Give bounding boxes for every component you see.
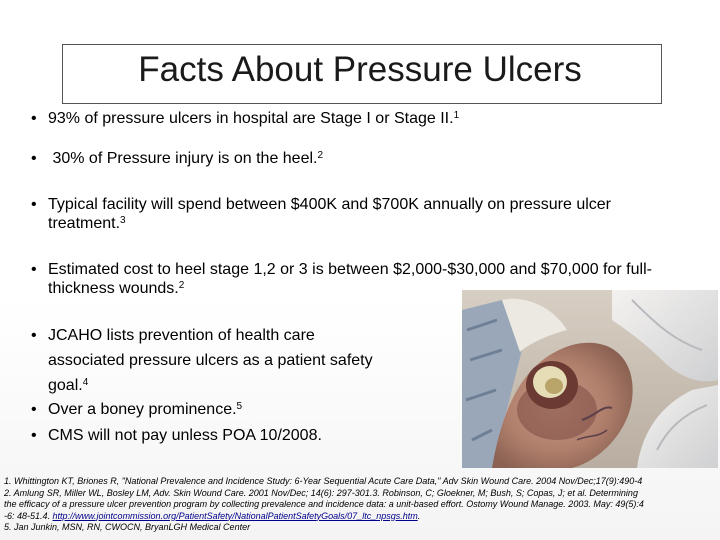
bullet-text: CMS will not pay unless POA 10/2008.: [48, 427, 322, 444]
reference-line: [4, 511, 720, 523]
bullet-text: JCAHO lists prevention of health care associated pressure ulcers as a patient safety goal.: [48, 327, 373, 394]
bullet-text: 93% of pressure ulcers in hospital are Stage I or Stage II.: [48, 110, 454, 127]
slide-title: Facts About Pressure Ulcers: [138, 50, 582, 89]
reference-line: 1. Whittington KT, Briones R, "National Prevalence and Incidence Study: 6-Year Sequential Acute Care Data," Adv Skin Wound Care. 2004 Nov/Dec;17(9):490-4: [4, 476, 643, 486]
bullet-text: Typical facility will spend between $400K and $700K annually on pressure ulcer treatment.: [48, 196, 612, 232]
reference-suffix: .: [417, 510, 421, 521]
bullet-marker: •: [31, 261, 37, 278]
bullet-marker: •: [31, 196, 37, 213]
reference-line: 5. Jan Junkin, MSN, RN, CWOCN, BryanLGH Medical Center: [4, 522, 251, 532]
bullet-item: [31, 426, 381, 445]
citation-superscript: 5: [236, 401, 243, 412]
bullet-item: [31, 400, 381, 419]
bullet-marker: •: [31, 427, 37, 444]
citation-superscript: 1: [453, 110, 460, 121]
bullet-marker: •: [31, 110, 37, 127]
reference-prefix: -6: 48-51.4.: [4, 510, 53, 521]
bullet-text: Estimated cost to heel stage 1,2 or 3 is between $2,000-$30,000 and $70,000 for full-thickness wounds.: [48, 261, 652, 297]
jointcommission-link[interactable]: http://www.jointcommission.org/PatientSafety/NationalPatientSafetyGoals/07_ltc_npsgs.htm: [52, 510, 418, 521]
citation-superscript: 3: [120, 215, 126, 226]
references-block: [4, 476, 720, 534]
citation-superscript: 4: [82, 377, 89, 388]
reference-line: 2. Amlung SR, Miller WL, Bosley LM, Adv. Skin Wound Care. 2001 Nov/Dec; 14(6): 297-301.3. Robinson, C; Gloekner, M; Bush, S; Copas, J; et al. Determining: [4, 487, 638, 498]
heel-wound-photo: [462, 290, 718, 468]
bullet-item: [31, 195, 691, 233]
reference-line: the efficacy of a pressure ulcer prevention program by collecting prevalence and incidence data: a unit-based effort. Ostomy Wound Manage. 2003. May: 49(5):4: [4, 499, 644, 509]
citation-superscript: 2: [178, 280, 185, 291]
bullet-marker: •: [31, 327, 37, 344]
bullet-text: Over a boney prominence.: [48, 401, 237, 418]
bullet-item: [31, 149, 691, 168]
bullet-item: [31, 109, 691, 128]
bullet-marker: •: [31, 401, 37, 418]
bullet-marker: •: [31, 150, 37, 167]
bullet-item: [31, 323, 381, 398]
heel-wound-photo-graphic: [462, 290, 718, 468]
citation-superscript: 2: [317, 150, 324, 161]
bullet-text: 30% of Pressure injury is on the heel.: [48, 150, 318, 167]
